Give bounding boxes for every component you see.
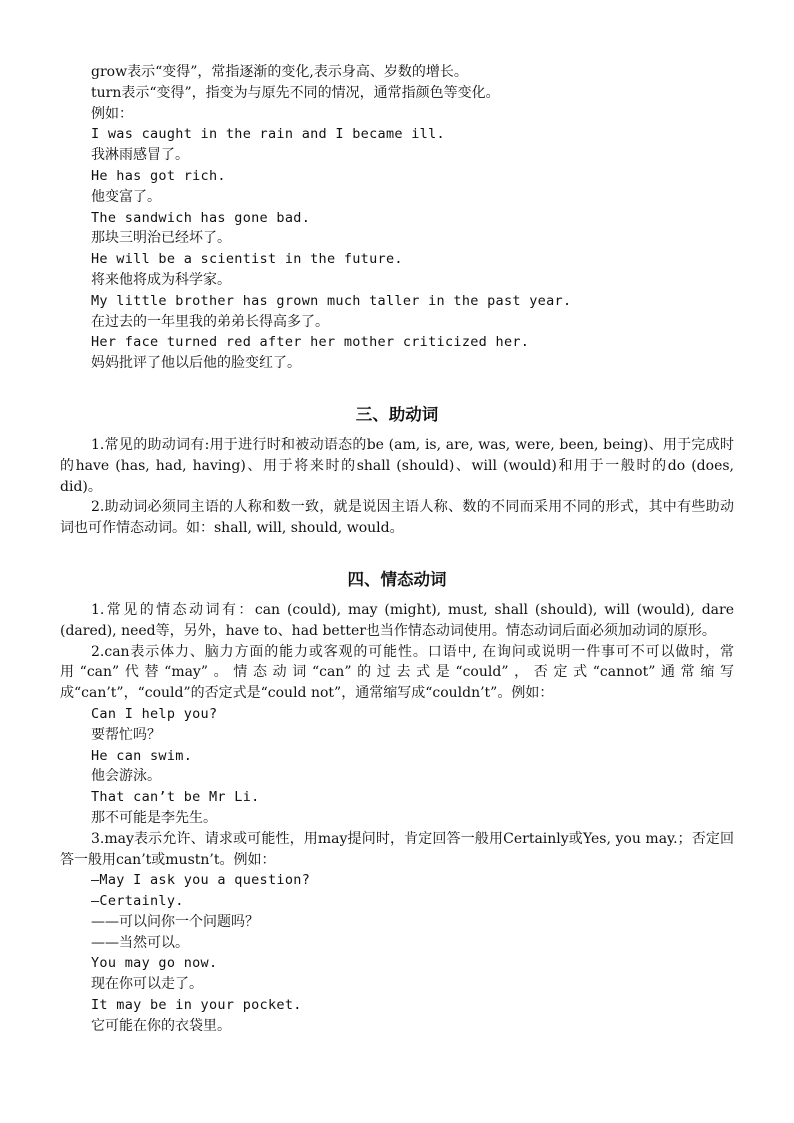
dialogue-line: —May I ask you a question?: [91, 872, 311, 889]
example-zh: 要帮忙吗？: [91, 726, 161, 743]
example-en: The sandwich has gone bad.: [91, 209, 311, 226]
example-en: Her face turned red after her mother criticized her.: [91, 334, 530, 351]
dialogue-line: ——可以问你一个问题吗？: [91, 913, 259, 930]
grow-definition: grow表示“变得”，常指逐渐的变化,表示身高、岁数的增长。: [91, 64, 468, 80]
dialogue-line: ——当然可以。: [91, 934, 189, 951]
paragraph: 2.can表示体力、脑力方面的能力或客观的可能性。口语中, 在询问或说明一件事可不可以做时，常用“can”代替“may”。情态动词“can”的过去式是“could”，否定式“cannot”通常缩写成“can’t”，“could”的否定式是“could not”，通常缩写成“couldn’t”。例如：: [60, 643, 734, 702]
example-en: It may be in your pocket.: [91, 997, 302, 1014]
example-zh: 那块三明治已经坏了。: [91, 230, 231, 247]
section-title: 三、助动词: [355, 404, 439, 424]
example-zh: 现在你可以走了。: [91, 976, 203, 993]
modal-verbs-section: [60, 568, 734, 1037]
example-en: He will be a scientist in the future.: [91, 251, 403, 268]
example-label: 例如：: [91, 105, 133, 122]
paragraph: 2.助动词必须同主语的人称和数一致，就是说因主语人称、数的不同而采用不同的形式，其中有些助动词也可作情态动词。如：shall, will, should, would。: [60, 499, 734, 537]
example-zh: 妈妈批评了他以后他的脸变红了。: [91, 355, 301, 372]
auxiliary-verbs-section: [60, 403, 734, 539]
example-zh: 将来他将成为科学家。: [91, 271, 231, 288]
example-en: That can’t be Mr Li.: [91, 789, 260, 806]
example-zh: 我淋雨感冒了。: [91, 147, 189, 164]
paragraph: 1.常见的助动词有:用于进行时和被动语态的be (am, is, are, was, were, been, being)、用于完成时的have (has, had, having)、用于将来时的shall (should)、will (would)和用于一般时的do (does, did)。: [60, 436, 734, 495]
intro-section: [60, 62, 734, 374]
example-zh: 他变富了。: [91, 188, 161, 205]
turn-definition: turn表示“变得”，指变为与原先不同的情况，通常指颜色等变化。: [91, 84, 500, 101]
example-en: You may go now.: [91, 955, 218, 972]
dialogue-line: —Certainly.: [91, 893, 184, 910]
example-zh: 它可能在你的衣袋里。: [91, 1017, 231, 1034]
paragraph: 3.may表示允许、请求或可能性，用may提问时，肯定回答一般用Certainly或Yes, you may.；否定回答一般用can’t或mustn’t。例如：: [60, 830, 734, 868]
paragraph: 1.常见的情态动词有：can (could), may (might), must, shall (should), will (would), dare (dared), need等，另外，have to、had better也当作情态动词使用。情态动词后面必须加动词的原形。: [60, 601, 734, 639]
example-en: My little brother has grown much taller in the past year.: [91, 292, 572, 309]
example-zh: 他会游泳。: [91, 768, 161, 785]
example-en: He can swim.: [91, 747, 193, 764]
example-en: I was caught in the rain and I became ill.: [91, 126, 445, 143]
example-en: Can I help you?: [91, 705, 218, 722]
example-zh: 那不可能是李先生。: [91, 809, 217, 826]
example-en: He has got rich.: [91, 167, 226, 184]
example-zh: 在过去的一年里我的弟弟长得高多了。: [91, 313, 329, 330]
section-title: 四、情态动词: [347, 569, 447, 589]
